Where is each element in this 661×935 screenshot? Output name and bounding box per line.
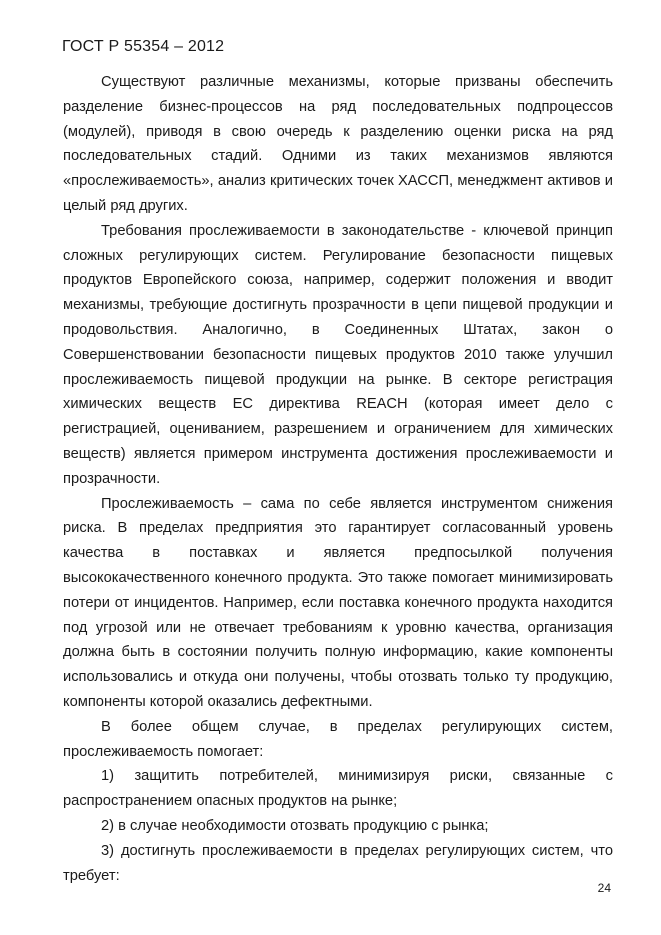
- list-item-3: 3) достигнуть прослеживаемости в пределах регулирующих систем, что требует:: [63, 842, 613, 884]
- page-number: 24: [597, 881, 611, 895]
- document-body: [63, 70, 613, 888]
- list-item-1: 1) защитить потребителей, минимизируя риски, связанные с распространением опасных продуктов на рынке;: [63, 768, 613, 810]
- paragraph-mechanisms: Существуют различные механизмы, которые призваны обеспечить разделение бизнес-процессов на ряд последовательных подпроцессов (модулей), приводя в свою очередь к разделению оценки риска на ряд последовательных стадий. Одними из таких механизмов являются «прослеживаемость», анализ критических точек ХАССП, менеджмент активов и целый ряд других.: [63, 74, 613, 214]
- list-item-2: 2) в случае необходимости отозвать продукцию с рынка;: [101, 817, 489, 834]
- paragraph-regulatory-systems: В более общем случае, в пределах регулирующих систем, прослеживаемость помогает:: [63, 718, 613, 760]
- paragraph-risk-reduction: Прослеживаемость – сама по себе является инструментом снижения риска. В пределах предприятия это гарантирует согласованный уровень качества в поставках и является предпосылкой получения высококачественного конечного продукта. Это также помогает минимизировать потери от инцидентов. Например, если поставка конечного продукта находится под угрозой или не отвечает требованиям к уровню качества, организация должна быть в состоянии получить полную информацию, какие компоненты использовались и откуда они получены, чтобы отозвать только ту продукцию, компоненты которой оказались дефектными.: [63, 495, 613, 710]
- paragraph-traceability-requirements: Требования прослеживаемости в законодательстве - ключевой принцип сложных регулирующих систем. Регулирование безопасности пищевых продуктов Европейского союза, например, содержит положения и вводит механизмы, требующие достигнуть прозрачности в цепи пищевой продукции и продовольствия. Аналогично, в Соединенных Штатах, закон о Совершенствовании безопасности пищевых продуктов 2010 также улучшил прослеживаемость пищевой продукции на рынке. В секторе регистрация химических веществ ЕС директива REACH (которая имеет дело с регистрацией, оцениванием, разрешением и ограничением для химических веществ) является примером инструмента достижения прослеживаемости и прозрачности.: [63, 222, 613, 487]
- document-header: ГОСТ Р 55354 – 2012: [62, 38, 225, 55]
